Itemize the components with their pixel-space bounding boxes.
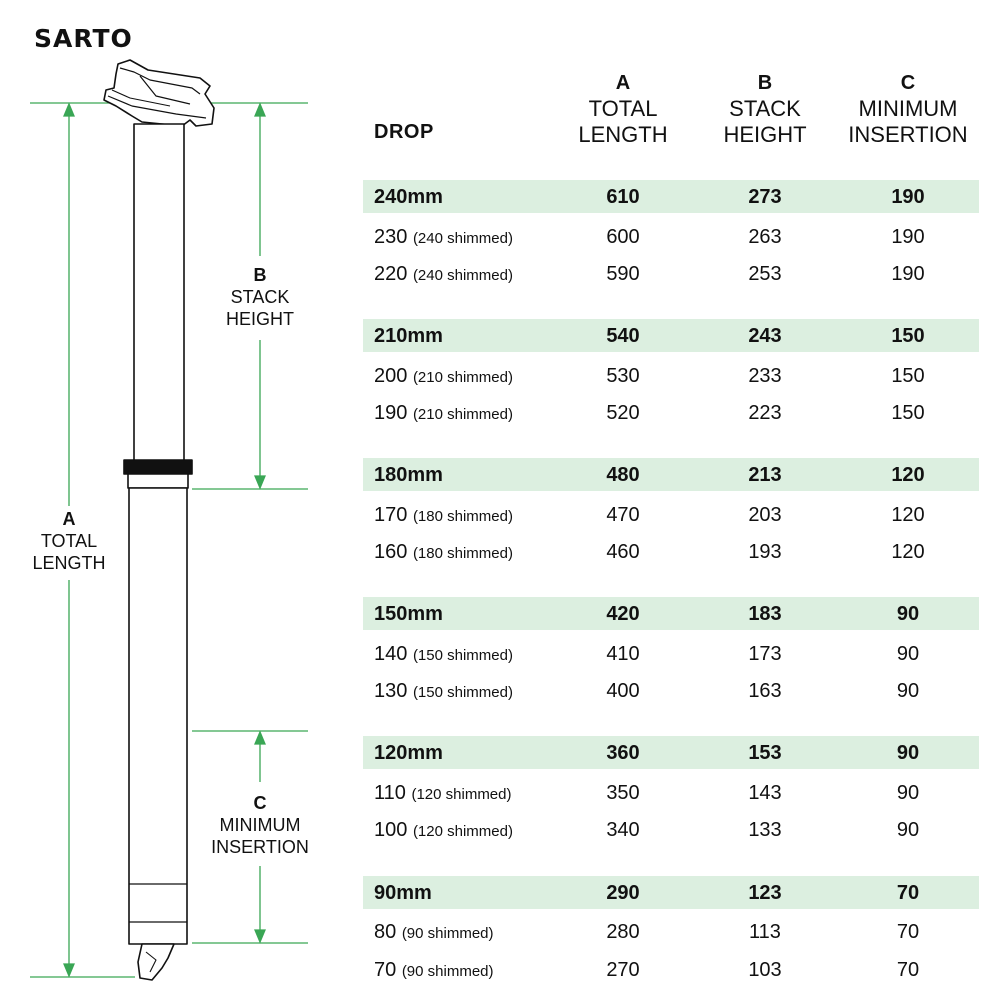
- table-row: [363, 256, 979, 292]
- stack-height-cell: 163: [748, 680, 782, 702]
- cable-fitting: [138, 944, 174, 980]
- stack-height-cell: 243: [748, 325, 782, 347]
- stack-height-cell: 103: [748, 959, 782, 981]
- drop-cell: 180mm: [374, 464, 443, 486]
- minimum-insertion-cell: 70: [896, 959, 920, 981]
- total-length-cell: 470: [606, 504, 640, 526]
- total-length-cell: 400: [606, 680, 640, 702]
- header-stack-height: B STACK HEIGHT: [723, 72, 807, 147]
- stack-height-cell: 213: [748, 464, 782, 486]
- brand-logo: SARTO: [34, 24, 133, 53]
- minimum-insertion-cell: 150: [891, 402, 925, 424]
- stack-height-cell: 173: [748, 643, 782, 665]
- header-drop: DROP: [374, 121, 434, 143]
- total-length-cell: 460: [606, 541, 640, 563]
- minimum-insertion-cell: 90: [896, 643, 920, 665]
- total-length-cell: 590: [606, 263, 640, 285]
- total-length-cell: 610: [606, 186, 640, 208]
- minimum-insertion-cell: 90: [896, 819, 920, 841]
- upper-stanchion: [134, 124, 184, 462]
- label-minimum-insertion: C MINIMUM INSERTION: [206, 790, 314, 860]
- stack-height-cell: 123: [748, 882, 782, 904]
- table-row: [363, 179, 979, 215]
- drop-cell: 80 (90 shimmed): [374, 921, 494, 943]
- drop-cell: 150mm: [374, 603, 443, 625]
- label-stack-height: B STACK HEIGHT: [215, 262, 305, 332]
- stack-height-cell: 203: [748, 504, 782, 526]
- drop-cell: 230 (240 shimmed): [374, 226, 513, 248]
- total-length-cell: 280: [606, 921, 640, 943]
- drop-cell: 160 (180 shimmed): [374, 541, 513, 563]
- table-row: [363, 914, 979, 950]
- table-row: [363, 596, 979, 632]
- stack-height-cell: 133: [748, 819, 782, 841]
- total-length-cell: 410: [606, 643, 640, 665]
- collar: [124, 460, 192, 474]
- minimum-insertion-cell: 190: [891, 263, 925, 285]
- dimension-b-arrow-bottom: [255, 476, 265, 488]
- table-row: [363, 735, 979, 771]
- drop-cell: 220 (240 shimmed): [374, 263, 513, 285]
- minimum-insertion-cell: 190: [891, 226, 925, 248]
- dimension-a-arrow-bottom: [64, 964, 74, 976]
- table-row: [363, 812, 979, 848]
- table-row: [363, 358, 979, 394]
- minimum-insertion-cell: 190: [891, 186, 925, 208]
- drop-cell: 100 (120 shimmed): [374, 819, 513, 841]
- drop-cell: 90mm: [374, 882, 432, 904]
- minimum-insertion-cell: 70: [896, 921, 920, 943]
- table-row: [363, 395, 979, 431]
- header-minimum-insertion: C MINIMUM INSERTION: [848, 72, 968, 147]
- drop-cell: 210mm: [374, 325, 443, 347]
- table-row: [363, 875, 979, 911]
- minimum-insertion-cell: 120: [891, 464, 925, 486]
- table-row: [363, 318, 979, 354]
- stack-height-cell: 253: [748, 263, 782, 285]
- minimum-insertion-cell: 150: [891, 325, 925, 347]
- total-length-cell: 290: [606, 882, 640, 904]
- total-length-cell: 340: [606, 819, 640, 841]
- table-row: [363, 952, 979, 988]
- dimension-b-arrow-top: [255, 104, 265, 116]
- stack-height-cell: 143: [748, 782, 782, 804]
- table-row: [363, 457, 979, 493]
- minimum-insertion-cell: 120: [891, 541, 925, 563]
- table-row: [363, 673, 979, 709]
- table-row: [363, 636, 979, 672]
- minimum-insertion-cell: 90: [896, 782, 920, 804]
- stack-height-cell: 273: [748, 186, 782, 208]
- drop-cell: 130 (150 shimmed): [374, 680, 513, 702]
- drop-cell: 200 (210 shimmed): [374, 365, 513, 387]
- total-length-cell: 600: [606, 226, 640, 248]
- drop-cell: 140 (150 shimmed): [374, 643, 513, 665]
- stack-height-cell: 113: [749, 921, 781, 943]
- stack-height-cell: 193: [748, 541, 782, 563]
- stack-height-cell: 183: [748, 603, 782, 625]
- minimum-insertion-cell: 120: [891, 504, 925, 526]
- dimension-c-arrow-bottom: [255, 930, 265, 942]
- stack-height-cell: 223: [748, 402, 782, 424]
- table-row: [363, 219, 979, 255]
- total-length-cell: 530: [606, 365, 640, 387]
- drop-cell: 110 (120 shimmed): [374, 782, 512, 804]
- label-total-length: A TOTAL LENGTH: [26, 506, 112, 576]
- drop-cell: 120mm: [374, 742, 443, 764]
- dimension-c-arrow-top: [255, 732, 265, 744]
- drop-cell: 240mm: [374, 186, 443, 208]
- total-length-cell: 350: [606, 782, 640, 804]
- total-length-cell: 420: [606, 603, 640, 625]
- drop-cell: 170 (180 shimmed): [374, 504, 513, 526]
- minimum-insertion-cell: 70: [896, 882, 920, 904]
- lower-tube: [129, 488, 187, 944]
- drop-cell: 190 (210 shimmed): [374, 402, 513, 424]
- table-row: [363, 497, 979, 533]
- minimum-insertion-cell: 90: [896, 603, 920, 625]
- total-length-cell: 480: [606, 464, 640, 486]
- minimum-insertion-cell: 150: [891, 365, 925, 387]
- table-row: [363, 534, 979, 570]
- dimension-a-arrow-top: [64, 104, 74, 116]
- total-length-cell: 270: [606, 959, 640, 981]
- total-length-cell: 360: [606, 742, 640, 764]
- saddle-clamp: [104, 60, 214, 126]
- total-length-cell: 520: [606, 402, 640, 424]
- stack-height-cell: 263: [748, 226, 782, 248]
- minimum-insertion-cell: 90: [896, 680, 920, 702]
- table-row: [363, 775, 979, 811]
- stack-height-cell: 233: [748, 365, 782, 387]
- total-length-cell: 540: [606, 325, 640, 347]
- header-total-length: A TOTAL LENGTH: [578, 72, 668, 147]
- stack-height-cell: 153: [748, 742, 782, 764]
- drop-cell: 70 (90 shimmed): [374, 959, 494, 981]
- minimum-insertion-cell: 90: [896, 742, 920, 764]
